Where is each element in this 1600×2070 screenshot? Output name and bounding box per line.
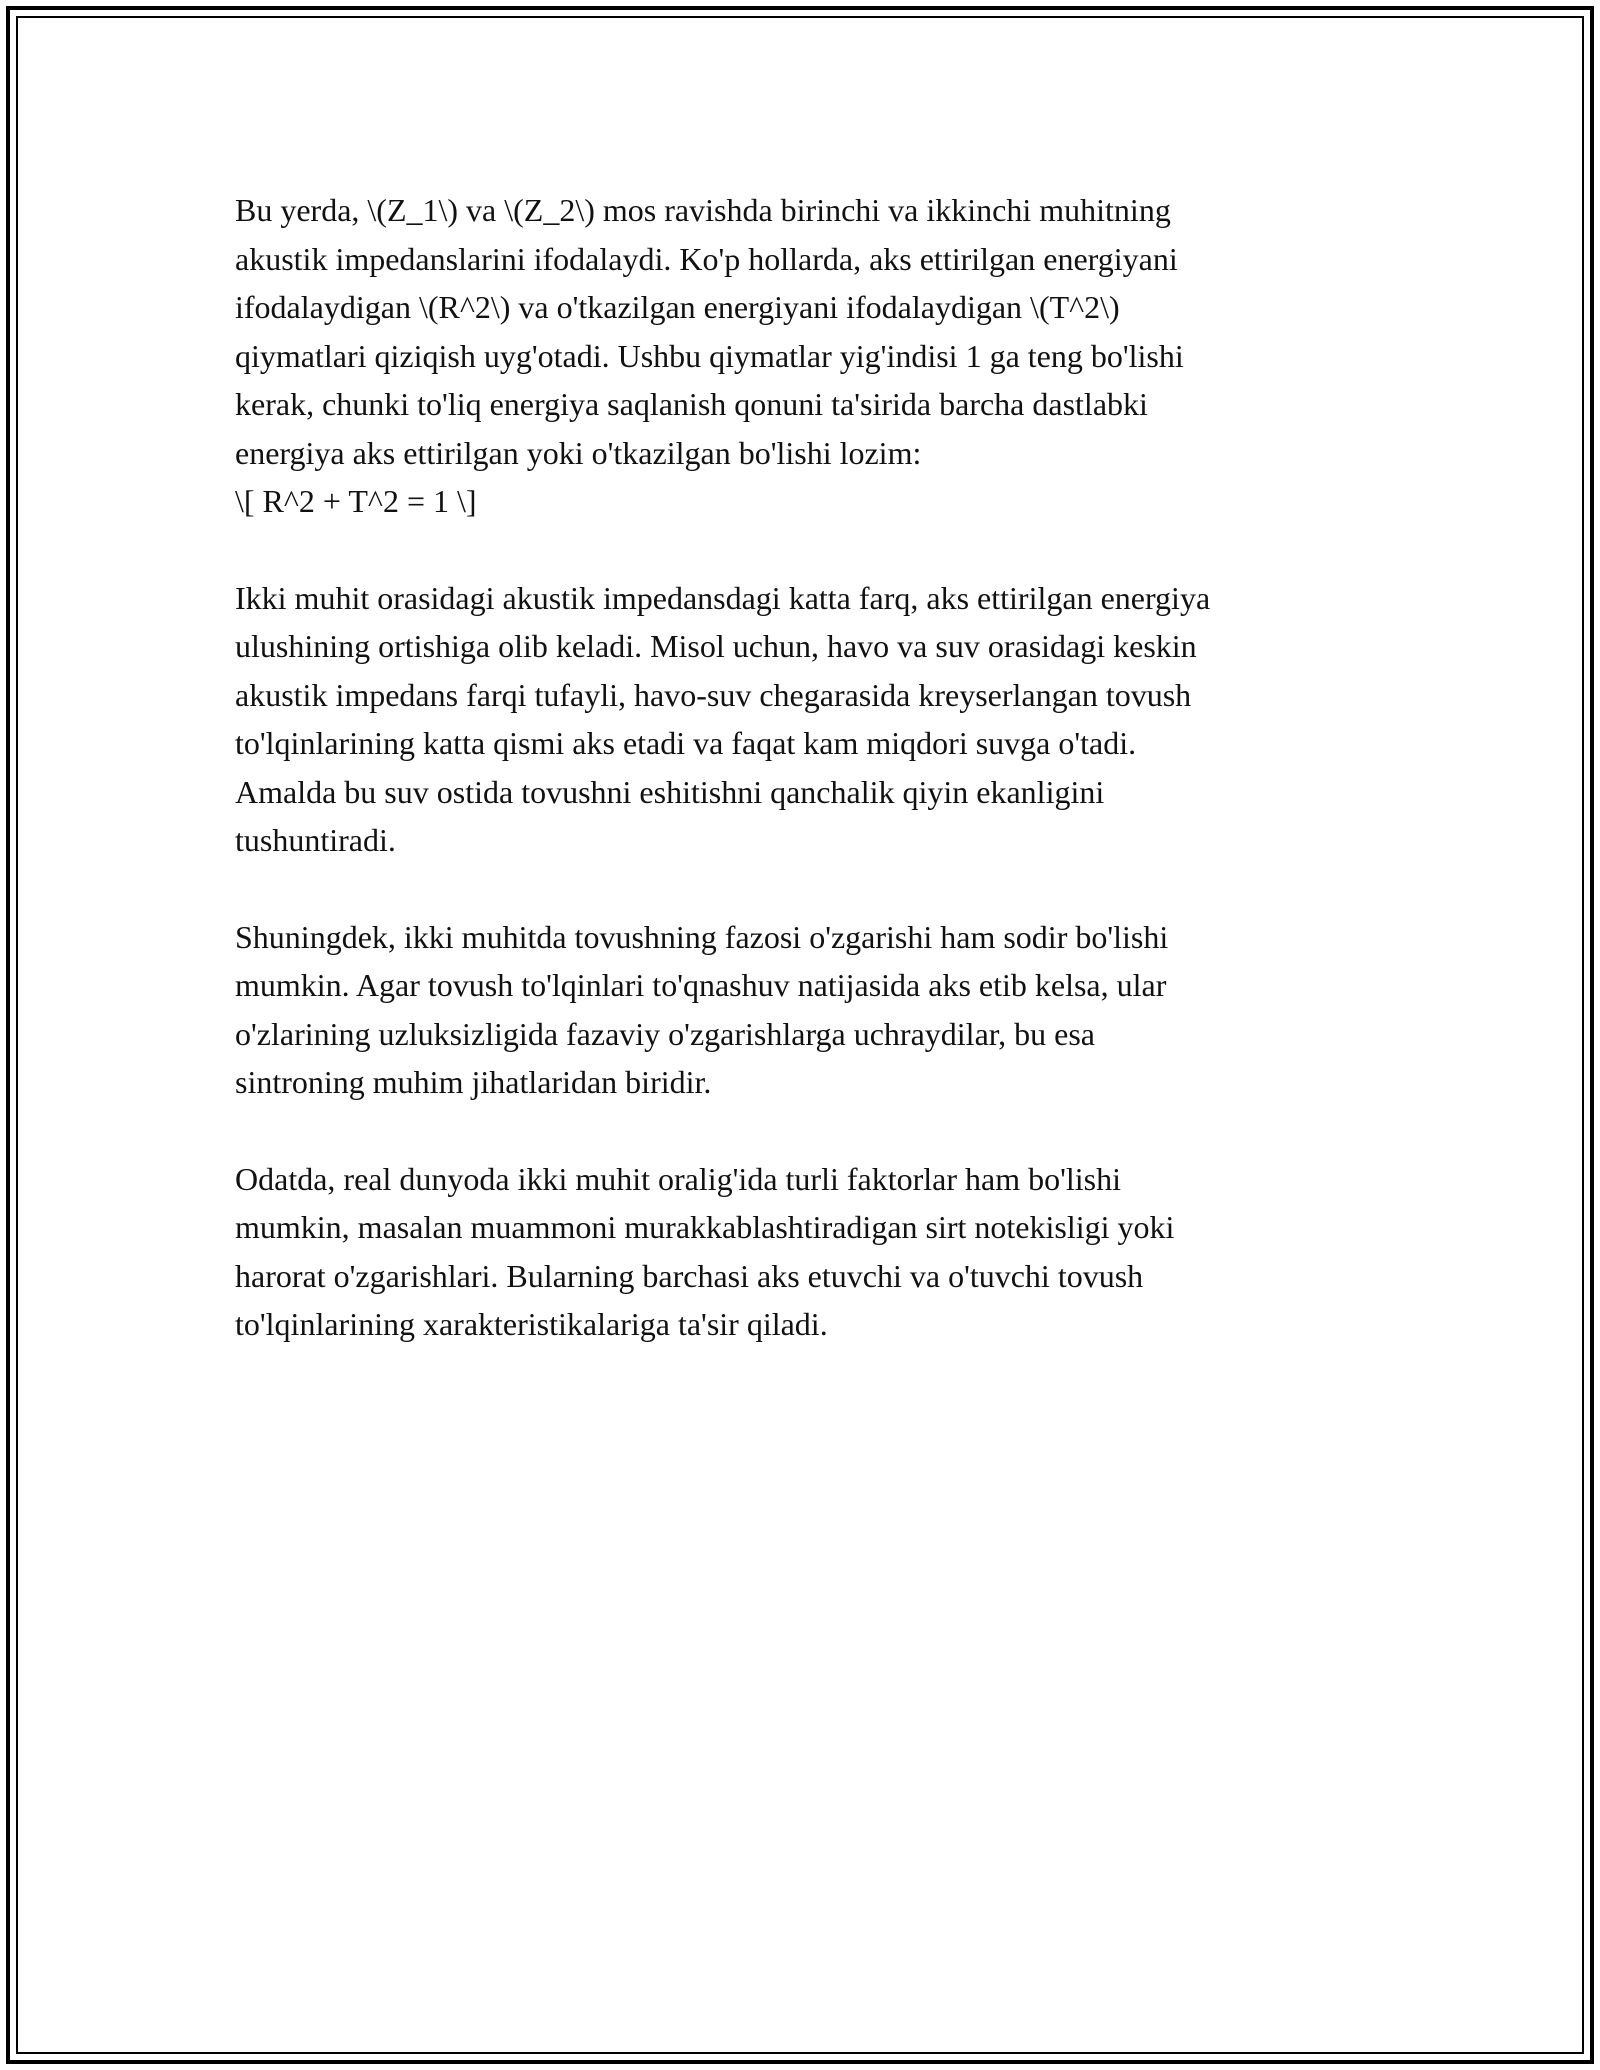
paragraph-real-world-factors: Odatda, real dunyoda ikki muhit oralig'ida turli faktorlar ham bo'lishi mumkin, masalan muammoni murakkablashtiradigan sirt notekisligi yoki harorat o'zgarishlari. Bularning barchasi aks etuvchi va o'tuvchi tovush to'lqinlarining xarakteristikalariga ta'sir qiladi.: [235, 1160, 1175, 1342]
paragraph-reflection-coefficients: Bu yerda, \(Z_1\) va \(Z_2\) mos ravishda birinchi va ikkinchi muhitning akustik impedanslarini ifodalaydi. Ko'p hollarda, aks ettirilgan energiyani ifodalaydigan \(R^2\) va o'tkazilgan energiyani ifodalaydigan \(T^2\) qiymatlari qiziqish uyg'otadi. Ushbu qiymatlar yig'indisi 1 ga teng bo'lishi kerak, chunki to'liq energiya saqlanish qonuni ta'sirida barcha dastlabki energiya aks ettirilgan yoki o'tkazilgan bo'lishi lozim: \[ R^2 + T^2 = 1 \]: [235, 192, 1184, 519]
document-body: [235, 186, 1365, 1397]
paragraph-phase-change: Shuningdek, ikki muhitda tovushning fazosi o'zgarishi ham sodir bo'lishi mumkin. Agar tovush to'lqinlari to'qnashuv natijasida aks etib kelsa, ular o'zlarining uzluksizligida fazaviy o'zgarishlarga uchraydilar, bu esa sintroning muhim jihatlaridan biridir.: [235, 918, 1169, 1100]
paragraph-impedance-difference: Ikki muhit orasidagi akustik impedansdagi katta farq, aks ettirilgan energiya ulushining ortishiga olib keladi. Misol uchun, havo va suv orasidagi keskin akustik impedans farqi tufayli, havo-suv chegarasida kreyserlangan tovush to'lqinlarining katta qismi aks etadi va faqat kam miqdori suvga o'tadi. Amalda bu suv ostida tovushni eshitishni qanchalik qiyin ekanligini tushuntiradi.: [235, 579, 1211, 858]
